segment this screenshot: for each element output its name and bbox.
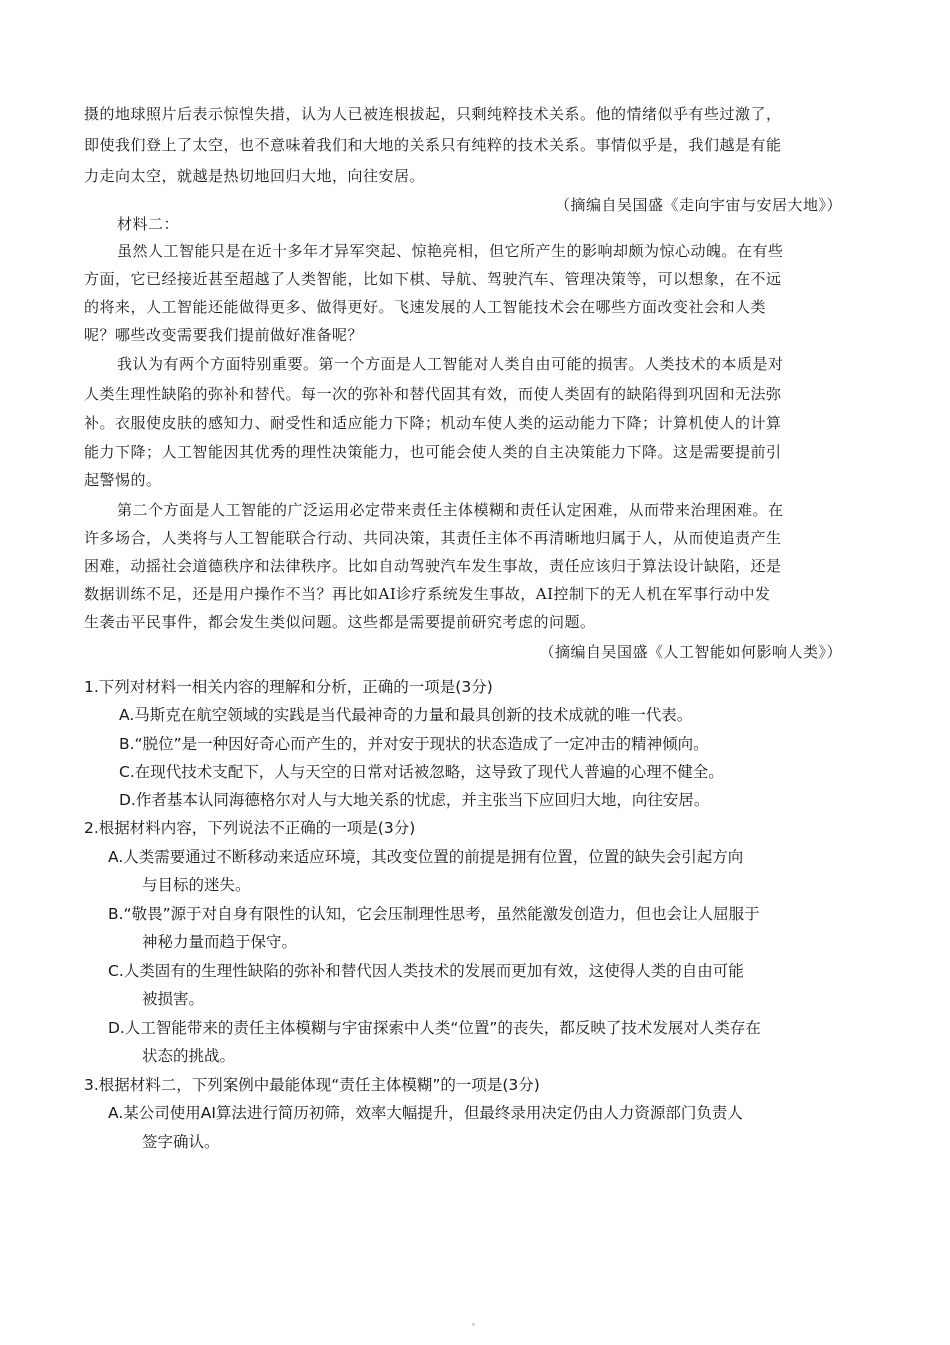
material1-source: （摘编自吴国盛《走向宇宙与安居大地》） — [554, 196, 842, 214]
paragraph-line: 呢？哪些改变需要我们提前做好准备呢？ — [84, 326, 364, 344]
option-b: B.“敬畏”源于对自身有限性的认知，它会压制理性思考，虽然能激发创造力，但也会让人屈服于 — [108, 905, 760, 923]
option-a-continued: 与目标的迷失。 — [142, 876, 251, 894]
paragraph-line: 数据训练不足，还是用户操作不当？再比如AI诊疗系统发生事故，AI控制下的无人机在军事行动中发 — [84, 585, 771, 603]
option-c-continued: 被损害。 — [142, 990, 205, 1008]
option-d-continued: 状态的挑战。 — [142, 1047, 236, 1065]
paragraph-line: 的将来，人工智能还能做得更多、做得更好。飞速发展的人工智能技术会在哪些方面改变社会和人类 — [84, 298, 767, 316]
paragraph-line: 方面，它已经接近甚至超越了人类智能，比如下棋、导航、驾驶汽车、管理决策等，可以想象，在不远 — [84, 270, 782, 288]
paragraph-line: 起警惕的。 — [84, 471, 162, 489]
material2-heading: 材料二： — [117, 215, 180, 233]
paragraph-line: 第二个方面是人工智能的广泛运用必定带来责任主体模糊和责任认定困难，从而带来治理困难。在 — [117, 501, 784, 519]
question-stem: 3.根据材料二，下列案例中最能体现“责任主体模糊”的一项是(3分) — [84, 1076, 540, 1094]
option-a: A.人类需要通过不断移动来适应环境，其改变位置的前提是拥有位置，位置的缺失会引起方向 — [108, 848, 744, 866]
paragraph-line: 摄的地球照片后表示惊惶失措，认为人已被连根拔起，只剩纯粹技术关系。他的情绪似乎有些过激了， — [84, 105, 782, 123]
paragraph-line: 许多场合，人类将与人工智能联合行动、共同决策，其责任主体不再清晰地归属于人，从而使追责产生 — [84, 529, 782, 547]
option-b-continued: 神秘力量而趋于保守。 — [142, 933, 298, 951]
paragraph-line: 我认为有两个方面特别重要。第一个方面是人工智能对人类自由可能的损害。人类技术的本质是对 — [117, 355, 784, 373]
paragraph-line: 即使我们登上了太空，也不意味着我们和大地的关系只有纯粹的技术关系。事情似乎是，我们越是有能 — [84, 136, 782, 154]
material2-source: （摘编自吴国盛《人工智能如何影响人类》） — [539, 643, 842, 661]
option-d: D.人工智能带来的责任主体模糊与宇宙探索中人类“位置”的丧失，都反映了技术发展对人类存在 — [108, 1019, 761, 1037]
option-c: C.在现代技术支配下，人与天空的日常对话被忽略，这导致了现代人普遍的心理不健全。 — [119, 763, 724, 781]
paragraph-line: 人类生理性缺陷的弥补和替代。每一次的弥补和替代固其有效，而使人类固有的缺陷得到巩固和无法弥 — [84, 385, 782, 403]
paragraph-line: 力走向太空，就越是热切地回归大地，向往安居。 — [84, 167, 426, 185]
paragraph-line: 补。衣服使皮肤的感知力、耐受性和适应能力下降；机动车使人类的运动能力下降；计算机使人的计算 — [84, 414, 782, 432]
option-a: A.马斯克在航空领域的实践是当代最神奇的力量和最具创新的技术成就的唯一代表。 — [119, 706, 693, 724]
option-a-continued: 签字确认。 — [142, 1133, 220, 1151]
option-c: C.人类固有的生理性缺陷的弥补和替代因人类技术的发展而更加有效，这使得人类的自由可能 — [108, 962, 744, 980]
paragraph-line: 困难，动摇社会道德秩序和法律秩序。比如自动驾驶汽车发生事故，责任应该归于算法设计缺陷，还是 — [84, 557, 782, 575]
question-stem: 2.根据材料内容，下列说法不正确的一项是(3分) — [84, 819, 416, 837]
scan-speck — [472, 1323, 475, 1326]
paragraph-line: 能力下降；人工智能因其优秀的理性决策能力，也可能会使人类的自主决策能力下降。这是需要提前引 — [84, 443, 782, 461]
option-b: B.“脱位”是一种因好奇心而产生的，并对安于现状的状态造成了一定冲击的精神倾向。 — [119, 735, 709, 753]
question-stem: 1.下列对材料一相关内容的理解和分析，正确的一项是(3分) — [84, 678, 493, 696]
paragraph-line: 生袭击平民事件，都会发生类似问题。这些都是需要提前研究考虑的问题。 — [84, 613, 596, 631]
paragraph-line: 虽然人工智能只是在近十多年才异军突起、惊艳亮相，但它所产生的影响却颇为惊心动魄。在有些 — [117, 242, 784, 260]
option-a: A.某公司使用AI算法进行简历初筛，效率大幅提升，但最终录用决定仍由人力资源部门负责人 — [108, 1104, 743, 1122]
option-d: D.作者基本认同海德格尔对人与大地关系的忧虑，并主张当下应回归大地，向往安居。 — [119, 791, 710, 809]
